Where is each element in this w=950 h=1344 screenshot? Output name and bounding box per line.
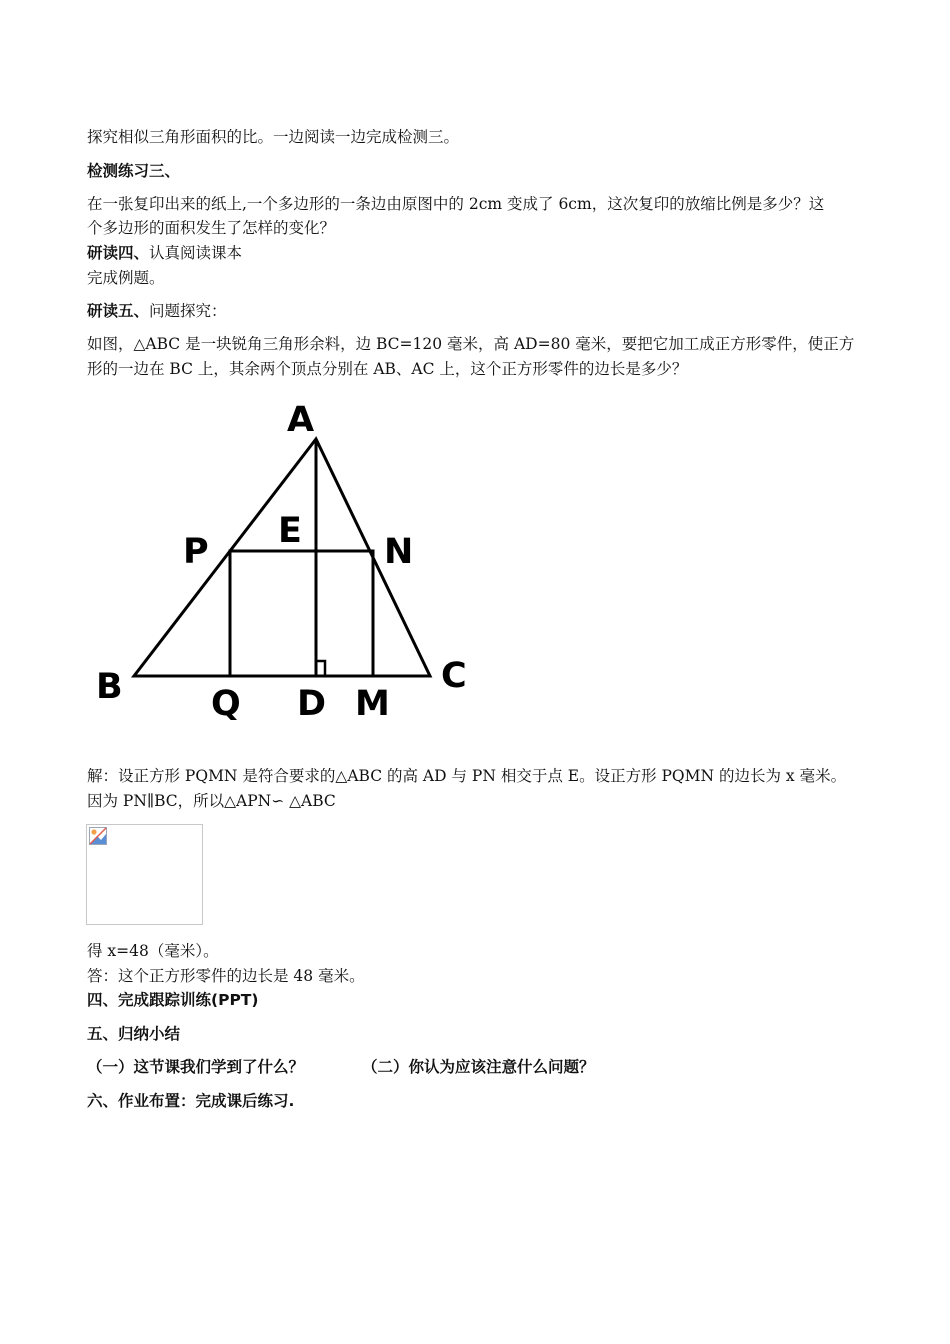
problem-line1: 如图，△ABC 是一块锐角三角形余料，边 BC=120 毫米，高 AD=80 毫米，要把它加工成正方形零件，使正方 bbox=[87, 335, 855, 353]
check3-question-line1: 在一张复印出来的纸上,一个多边形的一条边由原图中的 2cm 变成了 6cm，这次复印的放缩比例是多少？这 bbox=[87, 195, 825, 213]
summary-q2: （二）你认为应该注意什么问题？ bbox=[362, 1058, 595, 1076]
check3-question-line2: 个多边形的面积发生了怎样的变化？ bbox=[87, 219, 336, 237]
label-n: N bbox=[384, 532, 414, 572]
problem-line2: 形的一边在 BC 上，其余两个顶点分别在 AB、AC 上，这个正方形零件的边长是多少？ bbox=[87, 360, 688, 378]
label-q: Q bbox=[211, 684, 241, 724]
check3-title: 检测练习三、 bbox=[87, 162, 181, 180]
intro-text: 探究相似三角形面积的比。一边阅读一边完成检测三。 bbox=[87, 128, 460, 146]
label-p: P bbox=[183, 532, 209, 572]
study4-heading bbox=[87, 241, 867, 265]
section4-heading: 四、完成跟踪训练(PPT) bbox=[87, 991, 259, 1009]
solution-answer: 答：这个正方形零件的边长是 48 毫米。 bbox=[87, 967, 365, 985]
summary-questions bbox=[87, 1055, 867, 1079]
study5-text: 问题探究： bbox=[149, 302, 227, 320]
study4-line2: 完成例题。 bbox=[87, 269, 165, 287]
broken-image-icon bbox=[89, 827, 107, 845]
label-b: B bbox=[96, 667, 123, 707]
solution-line1: 解：设正方形 PQMN 是符合要求的△ABC 的高 AD 与 PN 相交于点 E。设正方形 PQMN 的边长为 x 毫米。 bbox=[87, 767, 847, 785]
solution-result: 得 x=48（毫米）。 bbox=[87, 942, 219, 960]
broken-image-placeholder bbox=[86, 824, 203, 925]
label-e: E bbox=[278, 511, 302, 551]
summary-q1: （一）这节课我们学到了什么？ bbox=[87, 1058, 305, 1076]
label-c: C bbox=[441, 656, 467, 696]
section6-heading: 六、作业布置：完成课后练习. bbox=[87, 1092, 295, 1110]
study4-text: 认真阅读课本 bbox=[149, 244, 243, 262]
label-m: M bbox=[355, 684, 390, 724]
solution-line2: 因为 PN∥BC，所以△APN∽ △ABC bbox=[87, 792, 336, 810]
label-a: A bbox=[287, 400, 315, 440]
study5-lead: 研读五、 bbox=[87, 302, 150, 320]
study4-lead: 研读四、 bbox=[87, 244, 150, 262]
square-pqmn bbox=[230, 551, 373, 676]
label-d: D bbox=[297, 684, 327, 724]
section5-heading: 五、归纳小结 bbox=[87, 1025, 181, 1043]
triangle-square-diagram bbox=[90, 395, 490, 735]
study5-heading bbox=[87, 299, 867, 323]
